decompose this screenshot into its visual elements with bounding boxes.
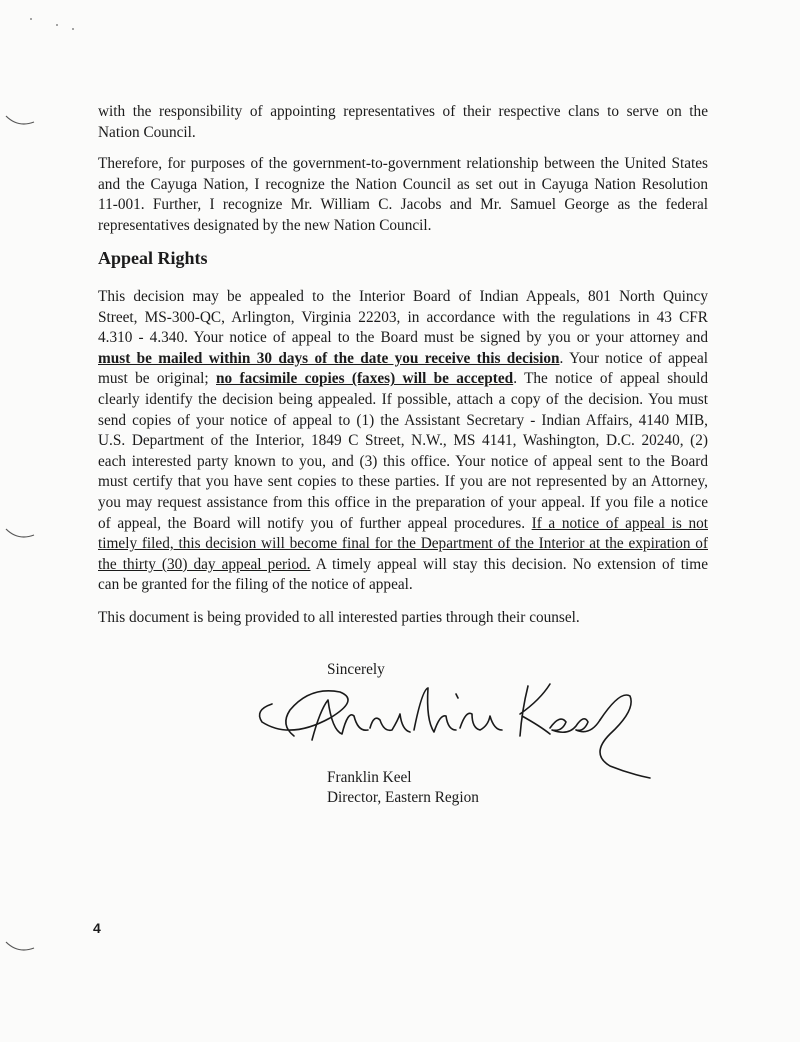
text-run: must be original; — [98, 370, 217, 388]
closing-salutation: Sincerely — [327, 661, 385, 678]
scan-speck — [30, 18, 32, 20]
text-line: each interested party known to you, and (3) this office. Your notice of appeal sent to the Board — [98, 452, 708, 470]
text-run: . The notice of appeal should — [513, 370, 708, 388]
emphasis-final-decision: If a notice of appeal is not — [531, 514, 708, 532]
text-line: U.S. Department of the Interior, 1849 C Street, N.W., MS 4141, Washington, D.C. 20240, (2) — [98, 432, 708, 450]
text-line — [98, 514, 708, 535]
page-number: 4 — [93, 920, 101, 936]
text-line — [98, 534, 708, 555]
text-line: This decision may be appealed to the Interior Board of Indian Appeals, 801 North Quincy — [98, 288, 708, 305]
paragraph-council-responsibility — [98, 102, 708, 143]
paragraph-appeal-rights — [98, 287, 708, 596]
signer-name: Franklin Keel — [327, 769, 412, 786]
text-line: send copies of your notice of appeal to (1) the Assistant Secretary - Indian Affairs, 4140 MIB, — [98, 411, 708, 429]
text-line: must certify that you have sent copies to these parties. If you are not represented by an Attorney, — [98, 473, 708, 491]
text-line — [98, 349, 708, 370]
scan-speck — [56, 24, 58, 26]
handwritten-signature — [250, 670, 670, 790]
binder-hole-mark — [0, 525, 40, 545]
text-line — [98, 555, 708, 576]
text-line: Nation Council. — [98, 123, 196, 141]
text-line: representatives designated by the new Nation Council. — [98, 216, 432, 234]
text-line: Therefore, for purposes of the government-to-government relationship between the United States — [98, 155, 708, 172]
signer-title: Director, Eastern Region — [327, 789, 479, 806]
text-line: 4.310 - 4.340. Your notice of appeal to the Board must be signed by you or your attorney and — [98, 329, 708, 347]
text-line: clearly identify the decision being appealed. If possible, attach a copy of the decision. You must — [98, 390, 708, 408]
section-heading-appeal-rights: Appeal Rights — [98, 248, 208, 268]
emphasis-mailing-deadline: must be mailed within 30 days of the date you receive this decision — [98, 349, 560, 367]
emphasis-final-decision: the thirty (30) day appeal period. — [98, 555, 311, 573]
scan-speck — [72, 28, 74, 30]
paragraph-distribution — [98, 608, 708, 629]
binder-hole-mark — [0, 112, 40, 132]
text-line: with the responsibility of appointing representatives of their respective clans to serve on the — [98, 103, 708, 120]
text-run: A timely appeal will stay this decision. No extension of time — [310, 555, 708, 573]
text-run: . Your notice of appeal — [559, 349, 708, 367]
text-line — [98, 369, 708, 390]
emphasis-final-decision: timely filed, this decision will become final for the Department of the Interior at the expiration of — [98, 535, 708, 553]
binder-hole-mark — [0, 938, 40, 958]
paragraph-recognition — [98, 154, 708, 236]
text-line: you may request assistance from this office in the preparation of your appeal. If you file a notice — [98, 493, 708, 511]
text-line: can be granted for the filing of the notice of appeal. — [98, 576, 413, 594]
text-line: and the Cayuga Nation, I recognize the Nation Council as set out in Cayuga Nation Resolution — [98, 175, 708, 193]
text-run: of appeal, the Board will notify you of further appeal procedures. — [98, 514, 532, 532]
emphasis-no-faxes: no facsimile copies (faxes) will be accepted — [216, 370, 514, 388]
text-line: This document is being provided to all interested parties through their counsel. — [98, 609, 580, 626]
text-line: Street, MS-300-QC, Arlington, Virginia 22203, in accordance with the regulations in 43 CFR — [98, 308, 708, 326]
text-line: 11-001. Further, I recognize Mr. William C. Jacobs and Mr. Samuel George as the federal — [98, 196, 708, 214]
